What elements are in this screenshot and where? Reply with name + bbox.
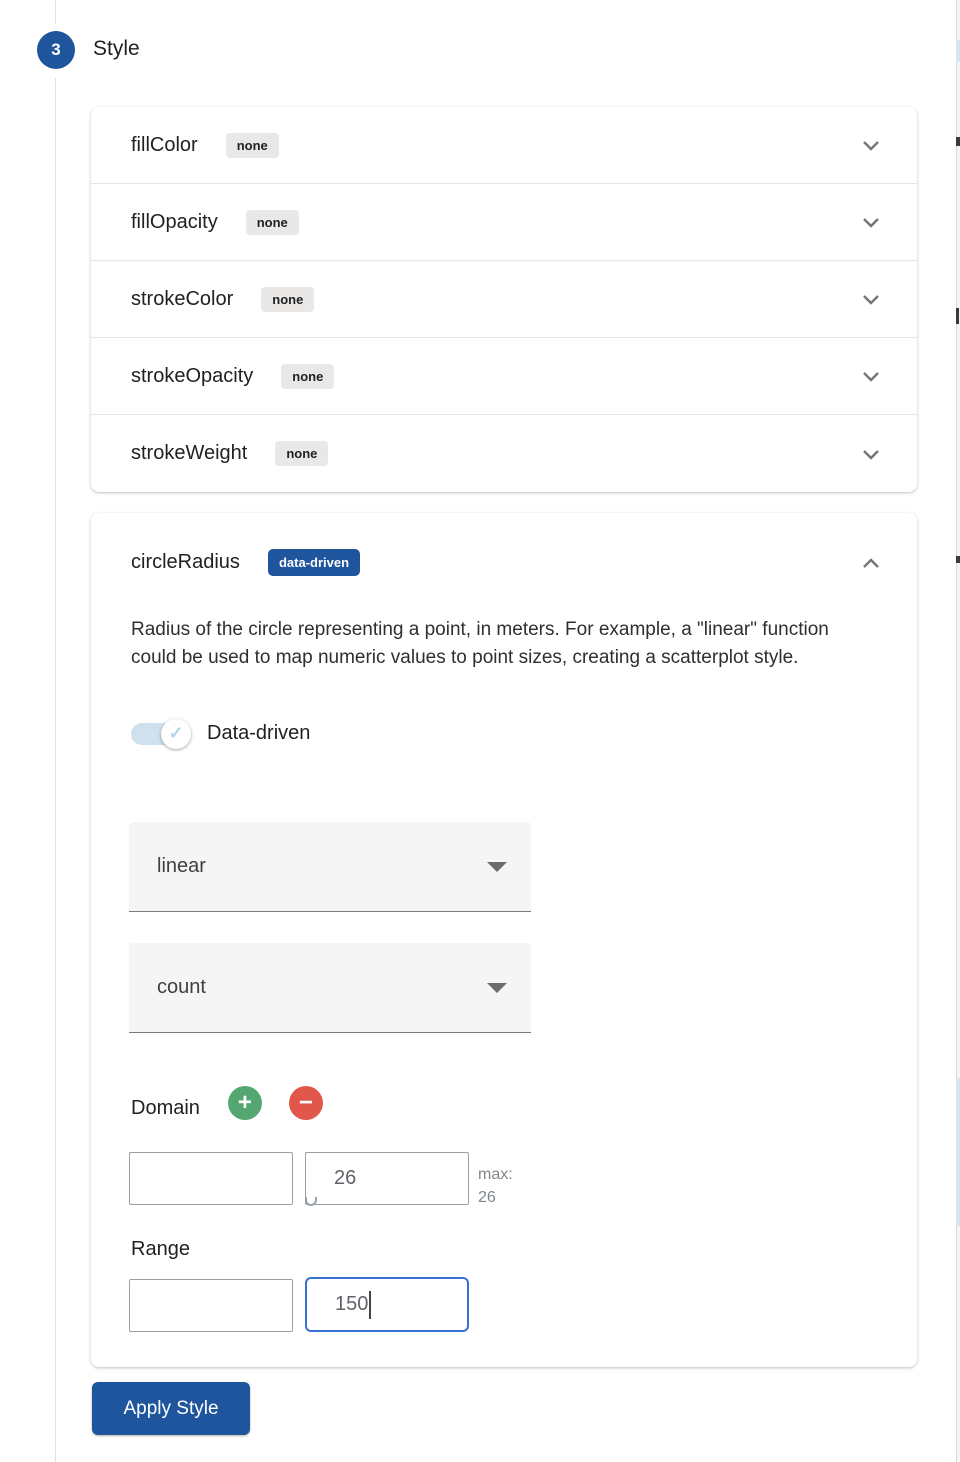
- range-label: Range: [131, 1238, 190, 1260]
- circle-radius-card: [91, 513, 917, 1367]
- property-label: strokeWeight: [131, 442, 248, 464]
- function-select-value: linear: [157, 855, 206, 877]
- domain-max-input[interactable]: [305, 1152, 469, 1205]
- adjacent-panel-fragment: [956, 1078, 960, 1226]
- status-badge: none: [246, 210, 299, 235]
- domain-max-hint: [478, 1163, 513, 1209]
- accordion-row-strokeopacity[interactable]: [91, 338, 917, 415]
- accordion-row-fillcolor[interactable]: [91, 107, 917, 184]
- check-icon: ✓: [168, 723, 184, 743]
- status-badge: none: [275, 441, 328, 466]
- domain-max-hint-label: max:: [478, 1166, 513, 1183]
- step-number: 3: [51, 40, 61, 59]
- attribute-select-value: count: [157, 976, 206, 998]
- status-badge: none: [261, 287, 314, 312]
- text-cursor: [369, 1291, 371, 1319]
- domain-min-input[interactable]: [129, 1152, 293, 1205]
- add-domain-stop-button[interactable]: [228, 1086, 262, 1120]
- accordion-row-strokeweight[interactable]: [91, 415, 917, 492]
- toggle-label: Data-driven: [207, 722, 311, 744]
- accordion-row-circleradius[interactable]: [91, 513, 917, 576]
- property-label: strokeColor: [131, 287, 234, 310]
- data-driven-badge: data-driven: [268, 549, 360, 576]
- domain-max-hint-value: 26: [478, 1189, 496, 1206]
- dropdown-caret-icon: [487, 862, 507, 872]
- range-min-input[interactable]: [129, 1279, 293, 1332]
- step-title: Style: [93, 37, 140, 60]
- chevron-down-icon[interactable]: [860, 365, 882, 387]
- style-properties-card: [91, 107, 917, 492]
- plus-icon: +: [237, 1088, 252, 1116]
- adjacent-panel-fragment: [956, 40, 960, 62]
- apply-style-button[interactable]: Apply Style: [92, 1382, 250, 1435]
- chevron-down-icon[interactable]: [860, 288, 882, 310]
- toggle-thumb[interactable]: [161, 719, 191, 749]
- function-select[interactable]: [129, 822, 531, 912]
- property-label: fillOpacity: [131, 210, 218, 233]
- adjacent-panel-fragment: [956, 308, 959, 324]
- property-description: Radius of the circle representing a point, in meters. For example, a "linear" function could be used to map numeric values to point sizes, creating a scatterplot style.: [131, 619, 829, 668]
- dropdown-caret-icon: [487, 983, 507, 993]
- adjacent-panel-fragment: [956, 556, 960, 563]
- property-label: strokeOpacity: [131, 364, 254, 387]
- range-max-input[interactable]: [305, 1277, 469, 1332]
- adjacent-panel-fragment: [956, 137, 960, 146]
- minus-icon: −: [298, 1088, 313, 1116]
- status-badge: none: [281, 364, 334, 389]
- domain-label: Domain: [131, 1097, 200, 1119]
- chevron-down-icon[interactable]: [860, 211, 882, 233]
- data-driven-toggle[interactable]: [131, 723, 187, 745]
- accordion-row-fillopacity[interactable]: [91, 184, 917, 261]
- property-label: fillColor: [131, 133, 198, 156]
- stepper-connector-line: [55, 78, 56, 1462]
- step-number-badge: [37, 31, 75, 69]
- remove-domain-stop-button[interactable]: [289, 1086, 323, 1120]
- stepper-connector-line: [55, 0, 56, 24]
- status-badge: none: [226, 133, 279, 158]
- chevron-down-icon[interactable]: [860, 443, 882, 465]
- adjacent-panel-edge: [956, 0, 960, 1462]
- property-label: circleRadius: [131, 551, 240, 573]
- accordion-row-strokecolor[interactable]: [91, 261, 917, 338]
- attribute-select[interactable]: [129, 943, 531, 1033]
- chevron-down-icon[interactable]: [860, 134, 882, 156]
- chevron-up-icon[interactable]: [860, 553, 882, 575]
